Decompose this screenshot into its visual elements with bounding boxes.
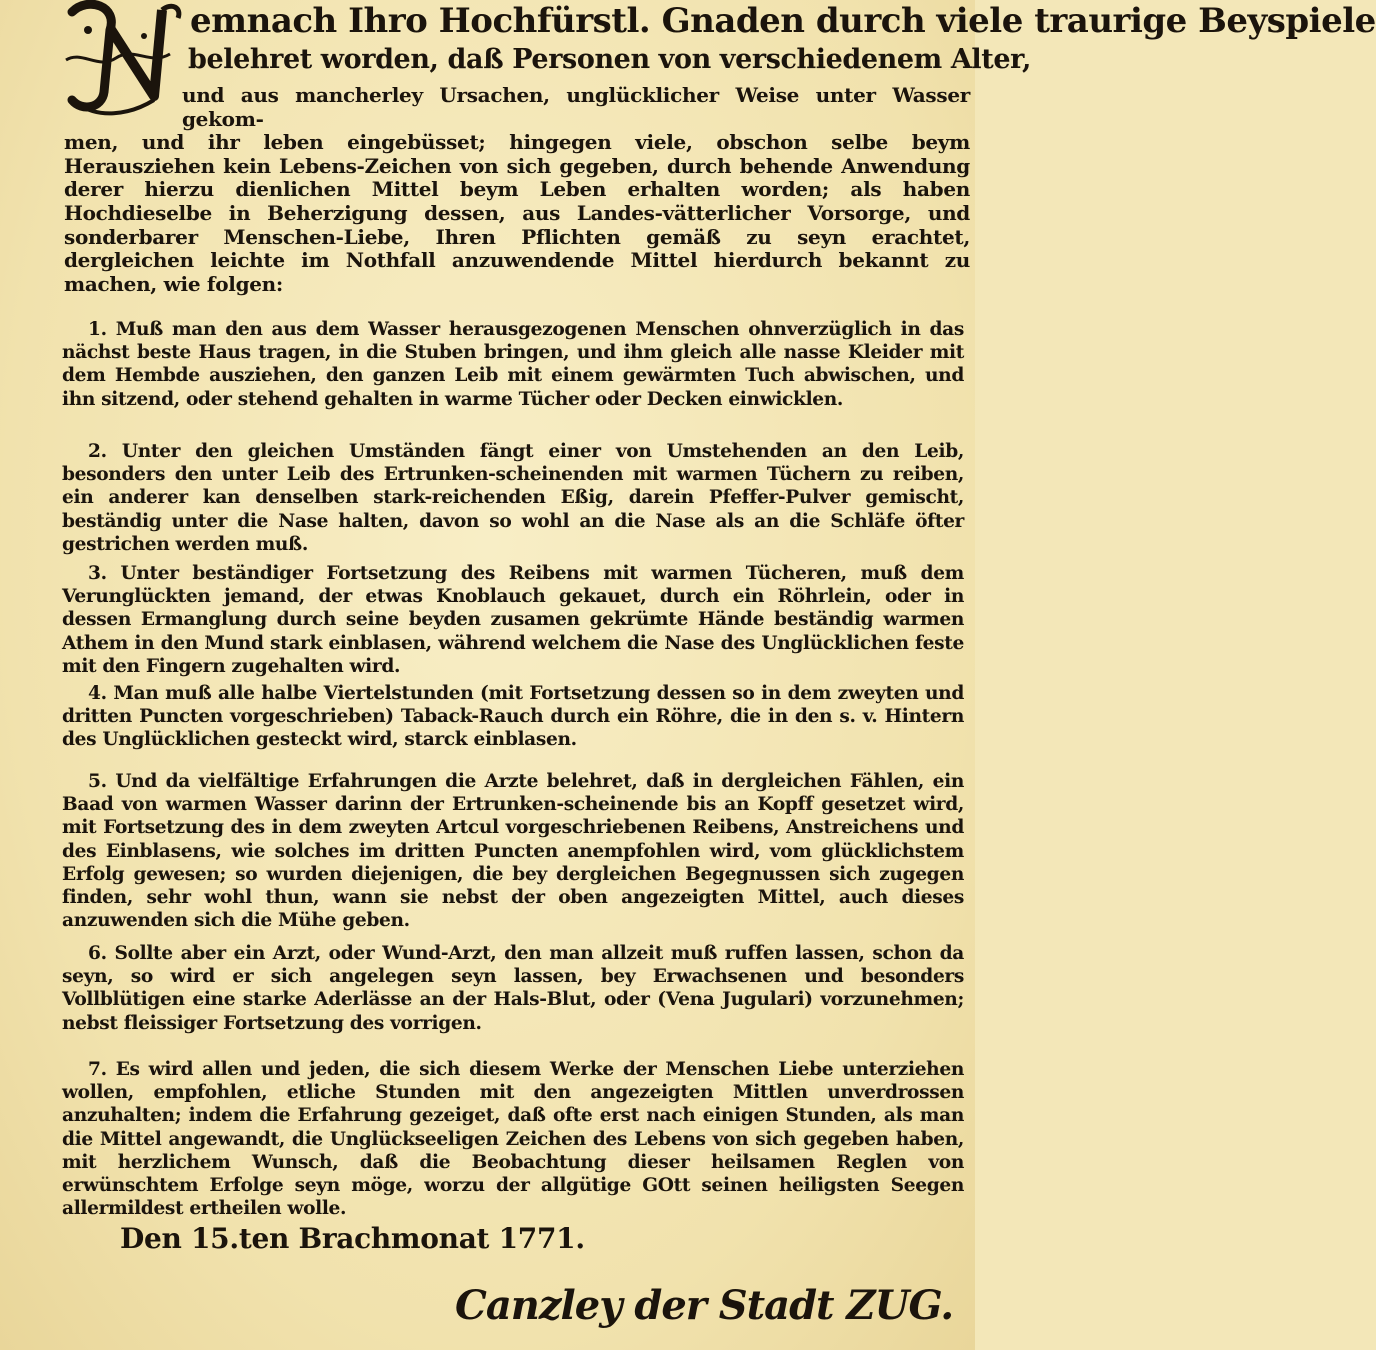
signature-chancellery: Canzley der Stadt ZUG. xyxy=(455,1282,954,1329)
paragraph-6: 6. Sollte aber ein Arzt, oder Wund-Arzt, den man allzeit muß ruffen lassen, schon da seyn, so wird er sich angelegen seyn lassen, bey Erwachsenen und besonders Vollblütigen eine starke Aderlässe an der Hals-Blut, oder (Vena Jugulari) vorzunehmen; nebst fleissiger Fortsetzung des vorrigen. xyxy=(62,943,964,1034)
paragraph-1: 1. Muß man den aus dem Wasser herausgezogenen Menschen ohnverzüglich in das nächst beste Haus tragen, in die Stuben bringen, und ihm gleich alle nasse Kleider mit dem Hembde ausziehen, den ganzen Leib mit einem gewärmten Tuch abwischen, und ihn sitzend, oder stehend gehalten in warme Tücher oder Decken einwicklen. xyxy=(62,319,964,410)
heading-line-1: emnach Ihro Hochfürstl. Gnaden durch viele traurige Beyspiele xyxy=(190,1,1376,41)
paragraph-2: 2. Unter den gleichen Umständen fängt einer von Umstehenden an den Leib, besonders den unter Leib des Ertrunken-scheinenden mit warmen Tüchern zu reiben, ein anderer kan denselben stark-reichenden Eßig, darein Pfeffer-Pulver gemischt, beständig unter die Nase halten, davon so wohl an die Nase als an die Schläfe öfter gestrichen werden muß. xyxy=(62,441,964,555)
paragraph-4: 4. Man muß alle halbe Viertelstunden (mit Fortsetzung dessen so in dem zweyten und dritten Puncten vorgeschrieben) Taback-Rauch durch ein Röhre, die in den s. v. Hintern des Unglücklichen gesteckt wird, starck einblasen. xyxy=(62,683,964,751)
paragraph-5: 5. Und da vielfältige Erfahrungen die Arzte belehret, daß in dergleichen Fählen, ein Baad von warmen Wasser darinn der Ertrunken-scheinende bis an Kopff gesetzet wird, mit Fortsetzung des in dem zweyten Artcul vorgeschriebenen Reibens, Anstreichens und des Einblasens, wie solches im dritten Puncten anempfohlen wird, vom glücklichstem Erfolg gewesen; so wurden diejenigen, die bey dergleichen Begegnussen sich zugegen finden, sehr wohl thun, wann sie nebst der oben angezeigten Mittel, auch dieses anzuwenden sich die Mühe geben. xyxy=(62,771,964,932)
paragraph-3: 3. Unter beständiger Fortsetzung des Reibens mit warmen Tücheren, muß dem Verunglückten jemand, der etwas Knoblauch gekauet, durch ein Röhrlein, oder in dessen Ermanglung durch seine beyden zusamen gekrümte Hände beständig warmen Athem in den Mund stark einblasen, während welchem die Nase des Unglücklichen feste mit den Fingern zugehalten wird. xyxy=(62,563,964,677)
date-line: Den 15.ten Brachmonat 1771. xyxy=(120,1222,585,1255)
paragraph-7: 7. Es wird allen und jeden, die sich diesem Werke der Menschen Liebe unterziehen wollen, empfohlen, etliche Stunden mit den angezeigten Mittlen unverdrossen anzuhalten; indem die Erfahrung gezeiget, daß ofte erst nach einigen Stunden, als man die Mittel angewandt, die Unglückseeligen Zeichen des Lebens von sich gegeben haben, mit herzlichem Wunsch, daß die Beobachtung dieser heilsamen Reglen von erwünschtem Erfolge seyn möge, worzu der allgütige GOtt seinen heiligsten Seegen allermildest ertheilen wolle. xyxy=(62,1059,964,1220)
intro-first-line: und aus mancherley Ursachen, unglücklicher Weise unter Wasser gekom- xyxy=(182,83,970,131)
intro-paragraph xyxy=(64,84,970,296)
intro-text: men, und ihr leben eingebüsset; hingegen viele, obschon selbe beym Herausziehen kein Lebens-Zeichen von sich gegeben, durch behende Anwendung derer hierzu dienlichen Mittel beym Leben erhalten worden; als haben Hochdieselbe in Beherzigung dessen, aus Landes-vätterlicher Vorsorge, und sonderbarer Menschen-Liebe, Ihren Pflichten gemäß zu seyn erachtet, dergleichen leichte im Nothfall anzuwendende Mittel hierdurch bekannt zu machen, wie folgen: xyxy=(64,130,970,296)
heading-line-2: belehret worden, daß Personen von verschiedenem Alter, xyxy=(188,44,1031,75)
